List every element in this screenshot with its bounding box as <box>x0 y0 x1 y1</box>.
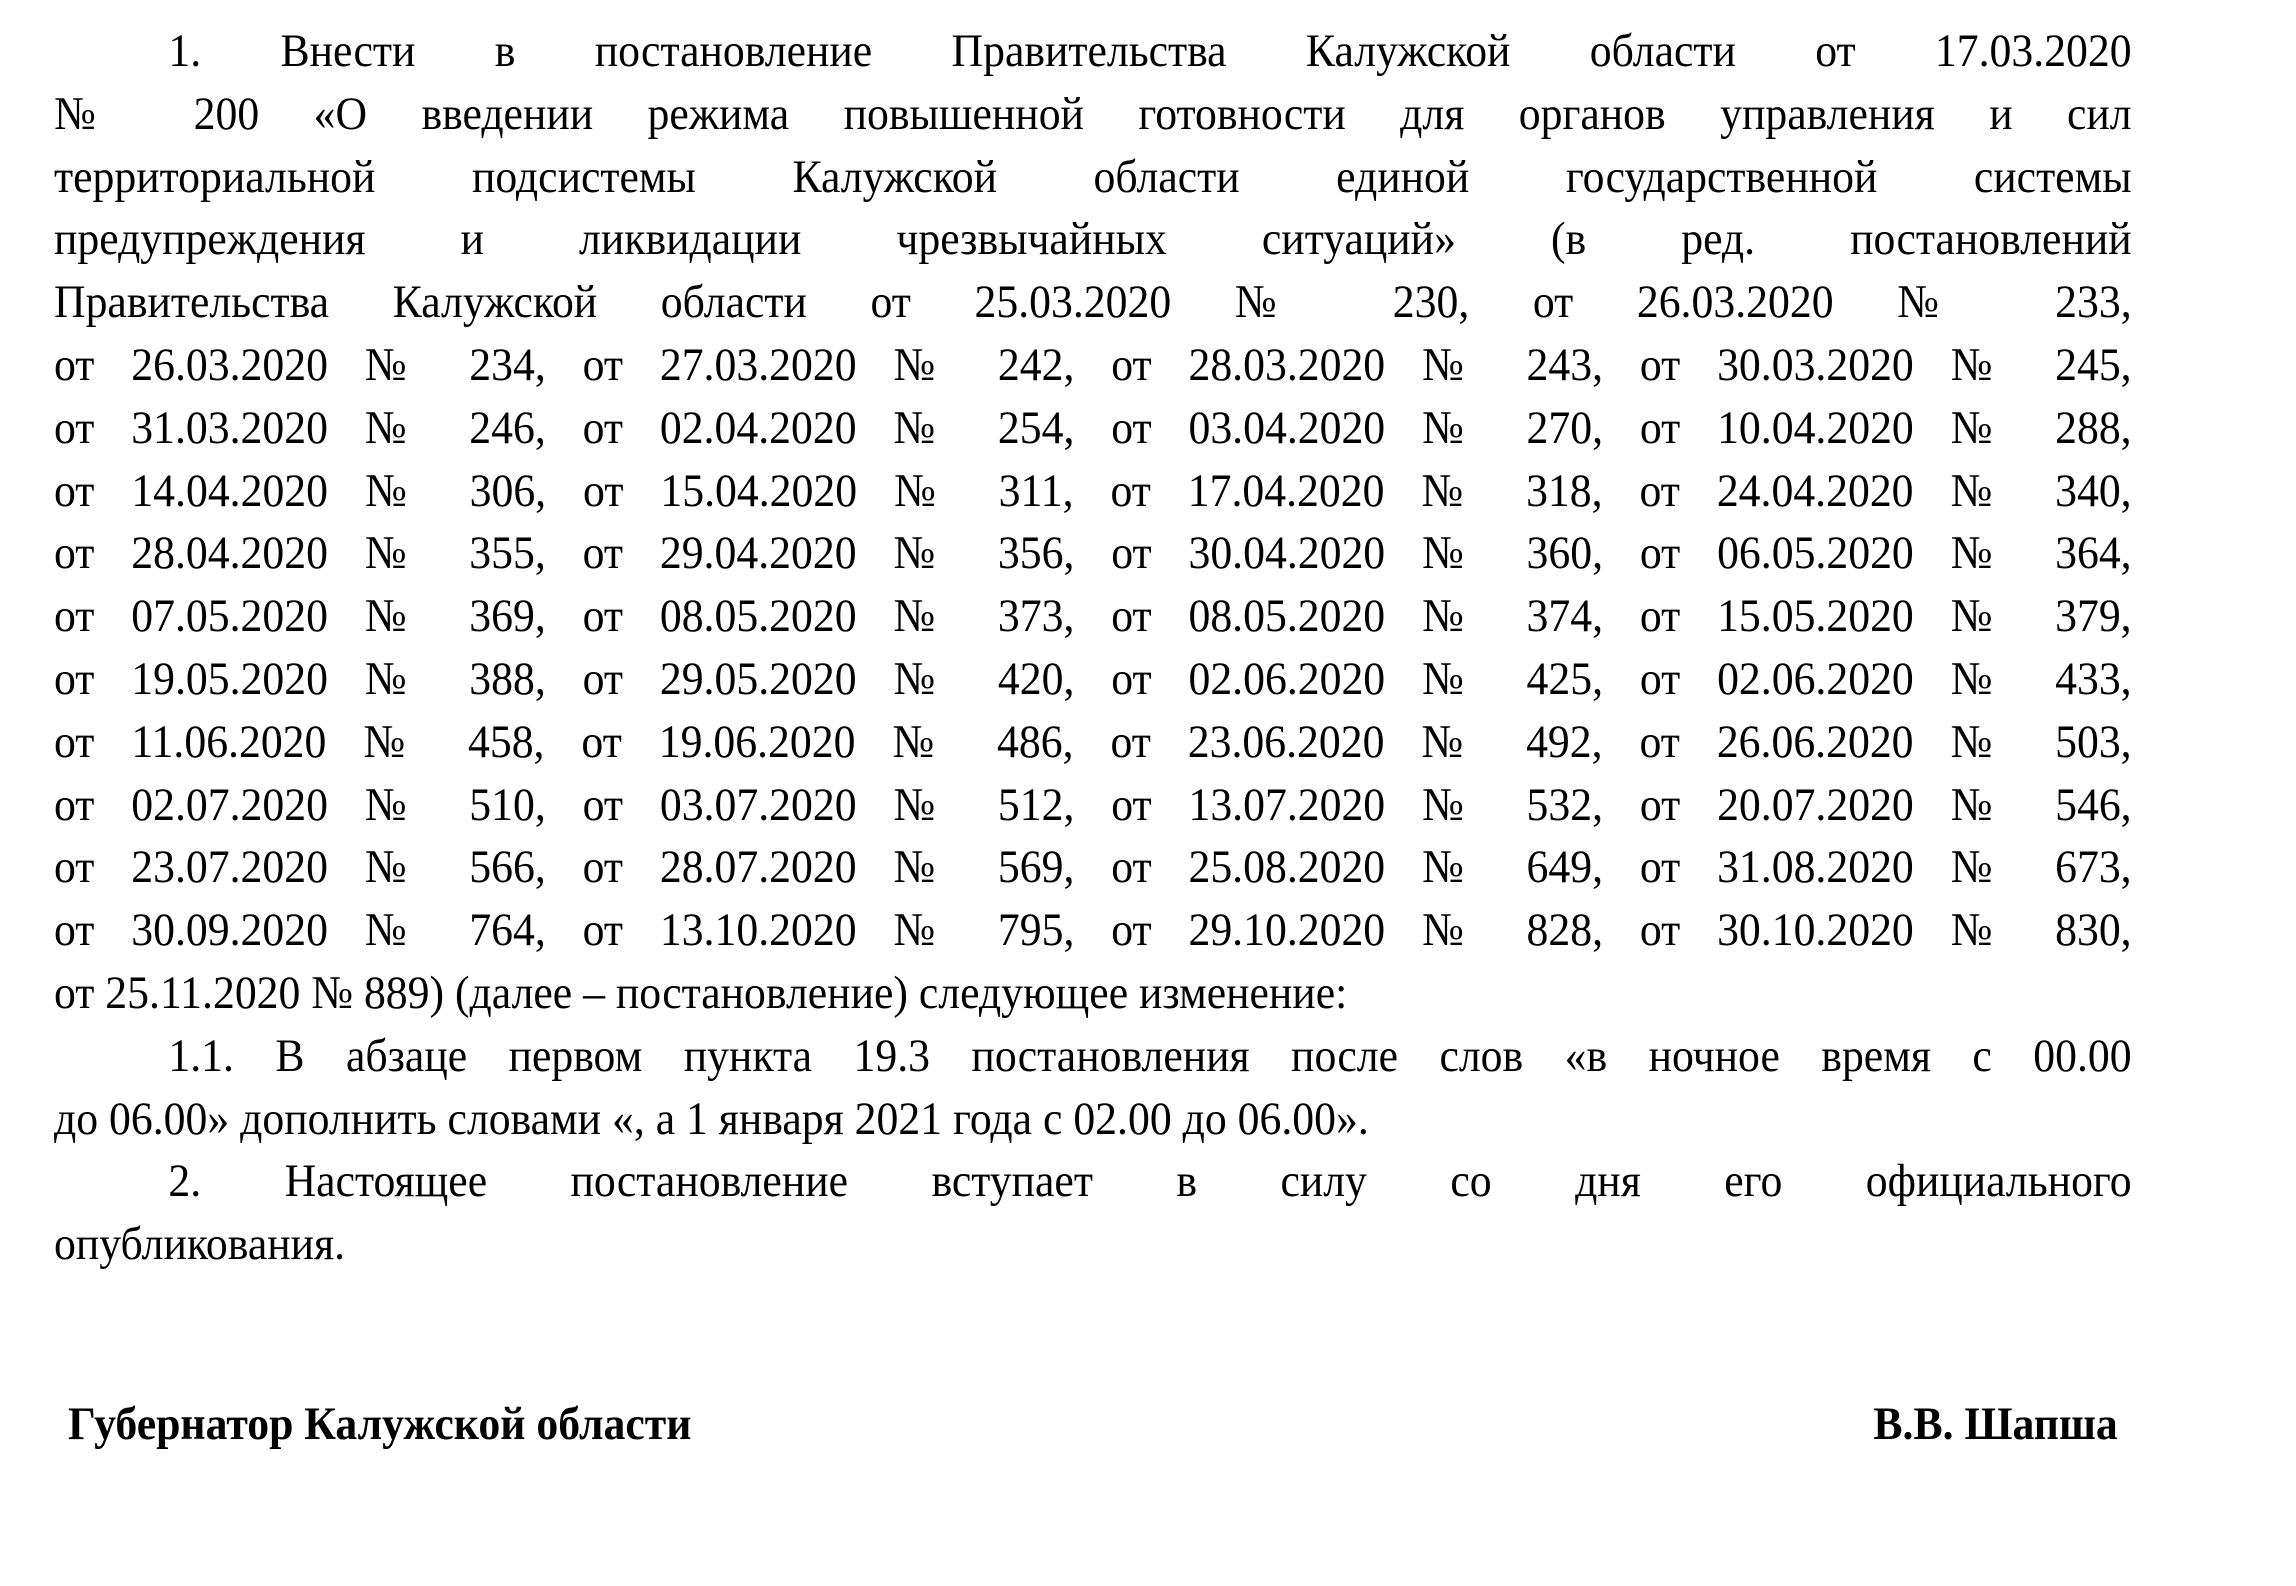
signature-block <box>68 1394 2118 1454</box>
paragraph-1-1-line-2: до 06.00» дополнить словами «, а 1 января 2021 года с 02.00 до 06.00». <box>54 1092 1369 1145</box>
paragraph-1-line-6: от 26.03.2020 № 234, от 27.03.2020 № 242, от 28.03.2020 № 243, от 30.03.2020 № 245, <box>54 338 2132 391</box>
paragraph-1-line-15: от 30.09.2020 № 764, от 13.10.2020 № 795, от 29.10.2020 № 828, от 30.10.2020 № 830, <box>54 904 2132 957</box>
paragraph-1-line-2: № 200 «О введении режима повышенной готовности для органов управления и сил <box>54 87 2132 140</box>
paragraph-1-line-8: от 14.04.2020 № 306, от 15.04.2020 № 311, от 17.04.2020 № 318, от 24.04.2020 № 340, <box>54 464 2132 517</box>
signatory-name: В.В. Шапша <box>1873 1398 2118 1450</box>
paragraph-1-line-16: от 25.11.2020 № 889) (далее – постановление) следующее изменение: <box>54 966 1348 1019</box>
paragraph-1-1-line-1: 1.1. В абзаце первом пункта 19.3 постановления после слов «в ночное время с 00.00 <box>168 1029 2132 1082</box>
paragraph-2-line-2: опубликования. <box>54 1218 346 1271</box>
paragraph-1-line-13: от 02.07.2020 № 510, от 03.07.2020 № 512, от 13.07.2020 № 532, от 20.07.2020 № 546, <box>54 778 2132 831</box>
document-body <box>54 20 2132 1276</box>
paragraph-1-line-7: от 31.03.2020 № 246, от 02.04.2020 № 254, от 03.04.2020 № 270, от 10.04.2020 № 288, <box>54 401 2132 454</box>
paragraph-1-line-4: предупреждения и ликвидации чрезвычайных ситуаций» (в ред. постановлений <box>54 213 2132 266</box>
paragraph-1-line-14: от 23.07.2020 № 566, от 28.07.2020 № 569, от 25.08.2020 № 649, от 31.08.2020 № 673, <box>54 841 2132 894</box>
paragraph-1-line-3: территориальной подсистемы Калужской области единой государственной системы <box>54 150 2132 203</box>
paragraph-1-line-9: от 28.04.2020 № 355, от 29.04.2020 № 356, от 30.04.2020 № 360, от 06.05.2020 № 364, <box>54 527 2132 580</box>
paragraph-1-line-5: Правительства Калужской области от 25.03.2020 № 230, от 26.03.2020 № 233, <box>54 276 2132 329</box>
paragraph-1-line-11: от 19.05.2020 № 388, от 29.05.2020 № 420, от 02.06.2020 № 425, от 02.06.2020 № 433, <box>54 652 2132 705</box>
paragraph-1-line-1: 1. Внести в постановление Правительства Калужской области от 17.03.2020 <box>168 25 2132 77</box>
signatory-position: Губернатор Калужской области <box>68 1398 692 1450</box>
paragraph-1-line-10: от 07.05.2020 № 369, от 08.05.2020 № 373, от 08.05.2020 № 374, от 15.05.2020 № 379, <box>54 590 2132 643</box>
paragraph-2-line-1: 2. Настоящее постановление вступает в силу со дня его официального <box>168 1155 2132 1208</box>
paragraph-1-line-12: от 11.06.2020 № 458, от 19.06.2020 № 486, от 23.06.2020 № 492, от 26.06.2020 № 503, <box>54 715 2132 768</box>
